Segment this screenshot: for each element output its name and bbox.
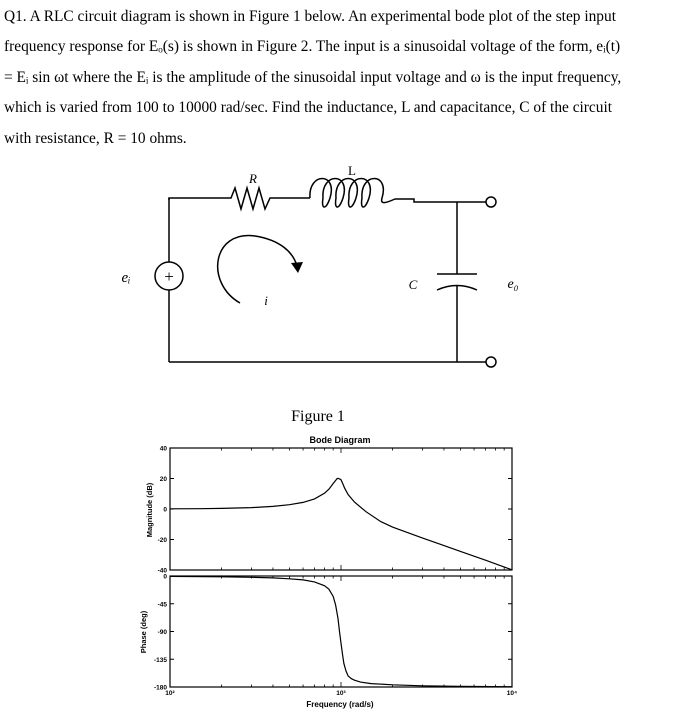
- magnitude-y-tick-label: 0: [163, 506, 167, 514]
- phase-y-tick-label: -90: [157, 629, 167, 636]
- bode-diagram: [139, 435, 517, 709]
- output-terminal-top: [486, 197, 496, 207]
- phase-y-tick-label: -45: [157, 601, 167, 609]
- question-line: Q1. A RLC circuit diagram is shown in Figure 1 below. An experimental bode plot of the step input: [4, 8, 616, 25]
- rlc-circuit: [155, 179, 496, 368]
- inductor-label: L: [348, 163, 356, 178]
- phase-axis-label: Phase (deg): [139, 610, 148, 654]
- phase-plot-frame: [170, 576, 512, 687]
- phase-y-tick-label: 0: [163, 573, 167, 581]
- question-line: = Eᵢ sin ωt where the Eᵢ is the amplitude of the sinusoidal input voltage and ω is the input frequency,: [4, 68, 622, 86]
- x-tick-label: 10³: [336, 690, 346, 697]
- question-line: which is varied from 100 to 10000 rad/sec. Find the inductance, L and capacitance, C of the circuit: [4, 99, 613, 117]
- magnitude-y-tick-label: 40: [159, 445, 167, 453]
- magnitude-y-tick-label: -20: [157, 537, 167, 544]
- source-plus-symbol: +: [164, 267, 174, 286]
- resistor-symbol: [224, 188, 282, 209]
- current-label: i: [264, 293, 268, 308]
- resistor-label: R: [249, 171, 257, 186]
- x-axis-label: Frequency (rad/s): [306, 700, 374, 709]
- question-line: frequency response for Eₒ(s) is shown in Figure 2. The input is a sinusoidal voltage of the form, eᵢ(t): [4, 38, 621, 56]
- magnitude-y-tick-label: -40: [157, 567, 167, 575]
- x-tick-label: 10⁴: [506, 690, 518, 697]
- input-voltage-label: eᵢ: [121, 270, 131, 286]
- x-tick-label: 10²: [165, 690, 175, 697]
- bode-title: Bode Diagram: [309, 435, 371, 445]
- figure-1-caption: Figure 1: [291, 408, 345, 425]
- phase-y-tick-label: -180: [153, 684, 167, 692]
- magnitude-y-tick-label: 20: [159, 476, 167, 483]
- top-left-wire: [169, 198, 224, 200]
- inductor-symbol: [282, 179, 486, 208]
- current-arrow-head: [291, 262, 303, 273]
- question-line: with resistance, R = 10 ohms.: [4, 129, 187, 147]
- phase-y-tick-label: -135: [153, 656, 167, 664]
- output-terminal-bottom: [486, 357, 496, 367]
- capacitor-label: C: [408, 277, 418, 292]
- output-voltage-label: e₀: [507, 277, 519, 292]
- current-loop-arrow: [218, 236, 297, 303]
- magnitude-axis-label: Magnitude (dB): [145, 482, 154, 538]
